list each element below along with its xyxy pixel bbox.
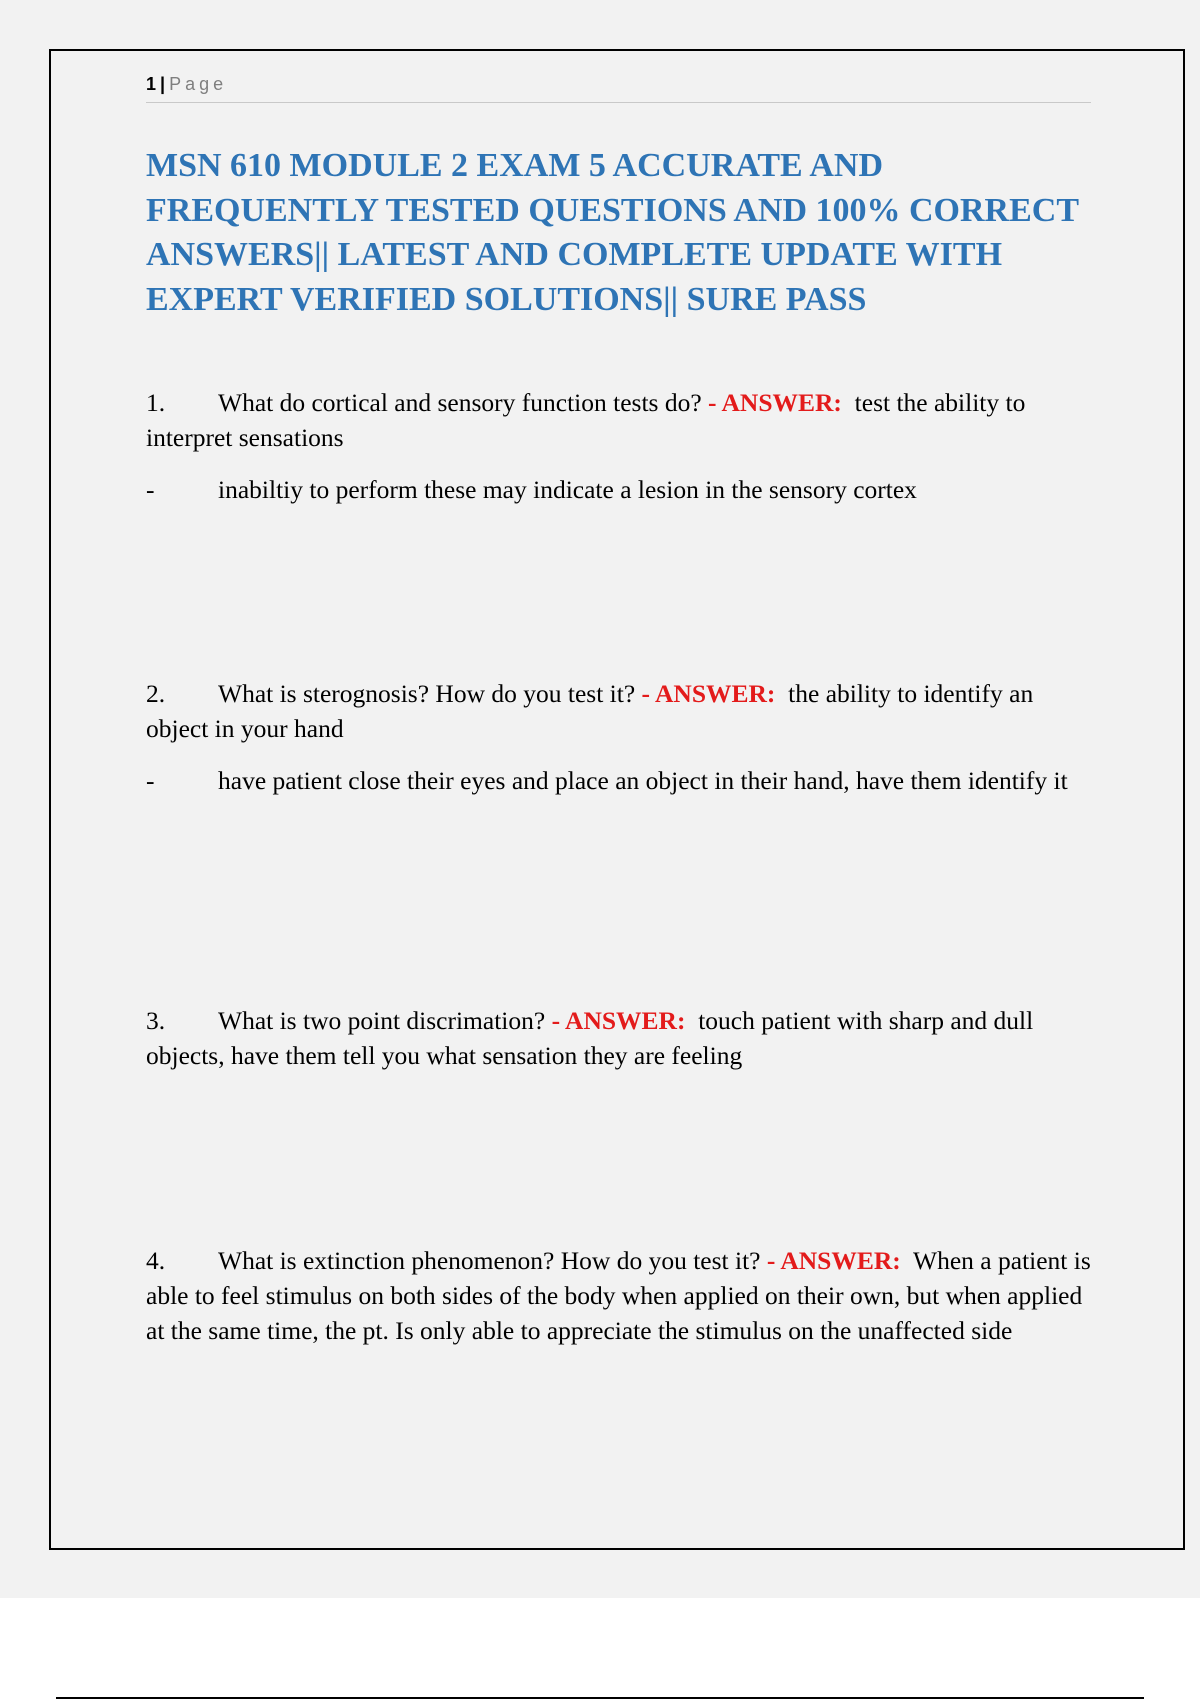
page-header xyxy=(146,72,1091,103)
page-number-separator: | xyxy=(160,74,166,94)
question-block-4 xyxy=(146,1243,1096,1348)
answer-text: the ability to identify an object in your hand xyxy=(146,679,1034,743)
question-text: What do cortical and sensory function tests do? xyxy=(218,388,702,417)
question-number: 3. xyxy=(146,1006,166,1035)
question-line-3 xyxy=(146,1003,1096,1073)
question-line-1 xyxy=(146,385,1096,455)
question-line-2 xyxy=(146,676,1096,746)
answer-text: touch patient with sharp and dull objects, have them tell you what sensation they are feeling xyxy=(146,1006,1034,1070)
answer-marker: - ANSWER: xyxy=(708,388,842,417)
question-text: What is extinction phenomenon? How do you test it? xyxy=(218,1246,761,1275)
answer-marker: - ANSWER: xyxy=(641,679,776,708)
question-block-3 xyxy=(146,1003,1096,1073)
page-number: 1 xyxy=(146,74,157,94)
bullet-line-1 xyxy=(146,472,1096,507)
question-number: 4. xyxy=(146,1246,166,1275)
question-text: What is two point discrimation? xyxy=(218,1006,546,1035)
question-text: What is sterognosis? How do you test it? xyxy=(218,679,636,708)
bullet-text: inabiltiy to perform these may indicate a lesion in the sensory cortex xyxy=(218,475,917,504)
question-number: 1. xyxy=(146,388,166,417)
document-title: MSN 610 MODULE 2 EXAM 5 ACCURATE AND FREQUENTLY TESTED QUESTIONS AND 100% CORRECT ANSWERS|| LATEST AND COMPLETE UPDATE WITH EXPERT VERIFIED SOLUTIONS|| SURE PASS xyxy=(146,147,1079,318)
question-line-4 xyxy=(146,1243,1096,1348)
bullet-dash: - xyxy=(146,475,155,504)
bullet-dash: - xyxy=(146,766,155,795)
answer-text: When a patient is able to feel stimulus on both sides of the body when applied on their own, but when applied at the same time, the pt. Is only able to appreciate the stimulus on the unaffected side xyxy=(146,1246,1091,1345)
footer-divider xyxy=(56,1697,1144,1699)
answer-text: test the ability to interpret sensations xyxy=(146,388,1026,452)
question-block-2 xyxy=(146,676,1096,798)
answer-marker: - ANSWER: xyxy=(551,1006,686,1035)
answer-marker: - ANSWER: xyxy=(766,1246,901,1275)
question-block-1 xyxy=(146,385,1096,507)
question-number: 2. xyxy=(146,679,166,708)
bullet-text: have patient close their eyes and place an object in their hand, have them identify it xyxy=(218,766,1068,795)
page-label: Page xyxy=(169,74,228,94)
bullet-line-2 xyxy=(146,763,1096,798)
